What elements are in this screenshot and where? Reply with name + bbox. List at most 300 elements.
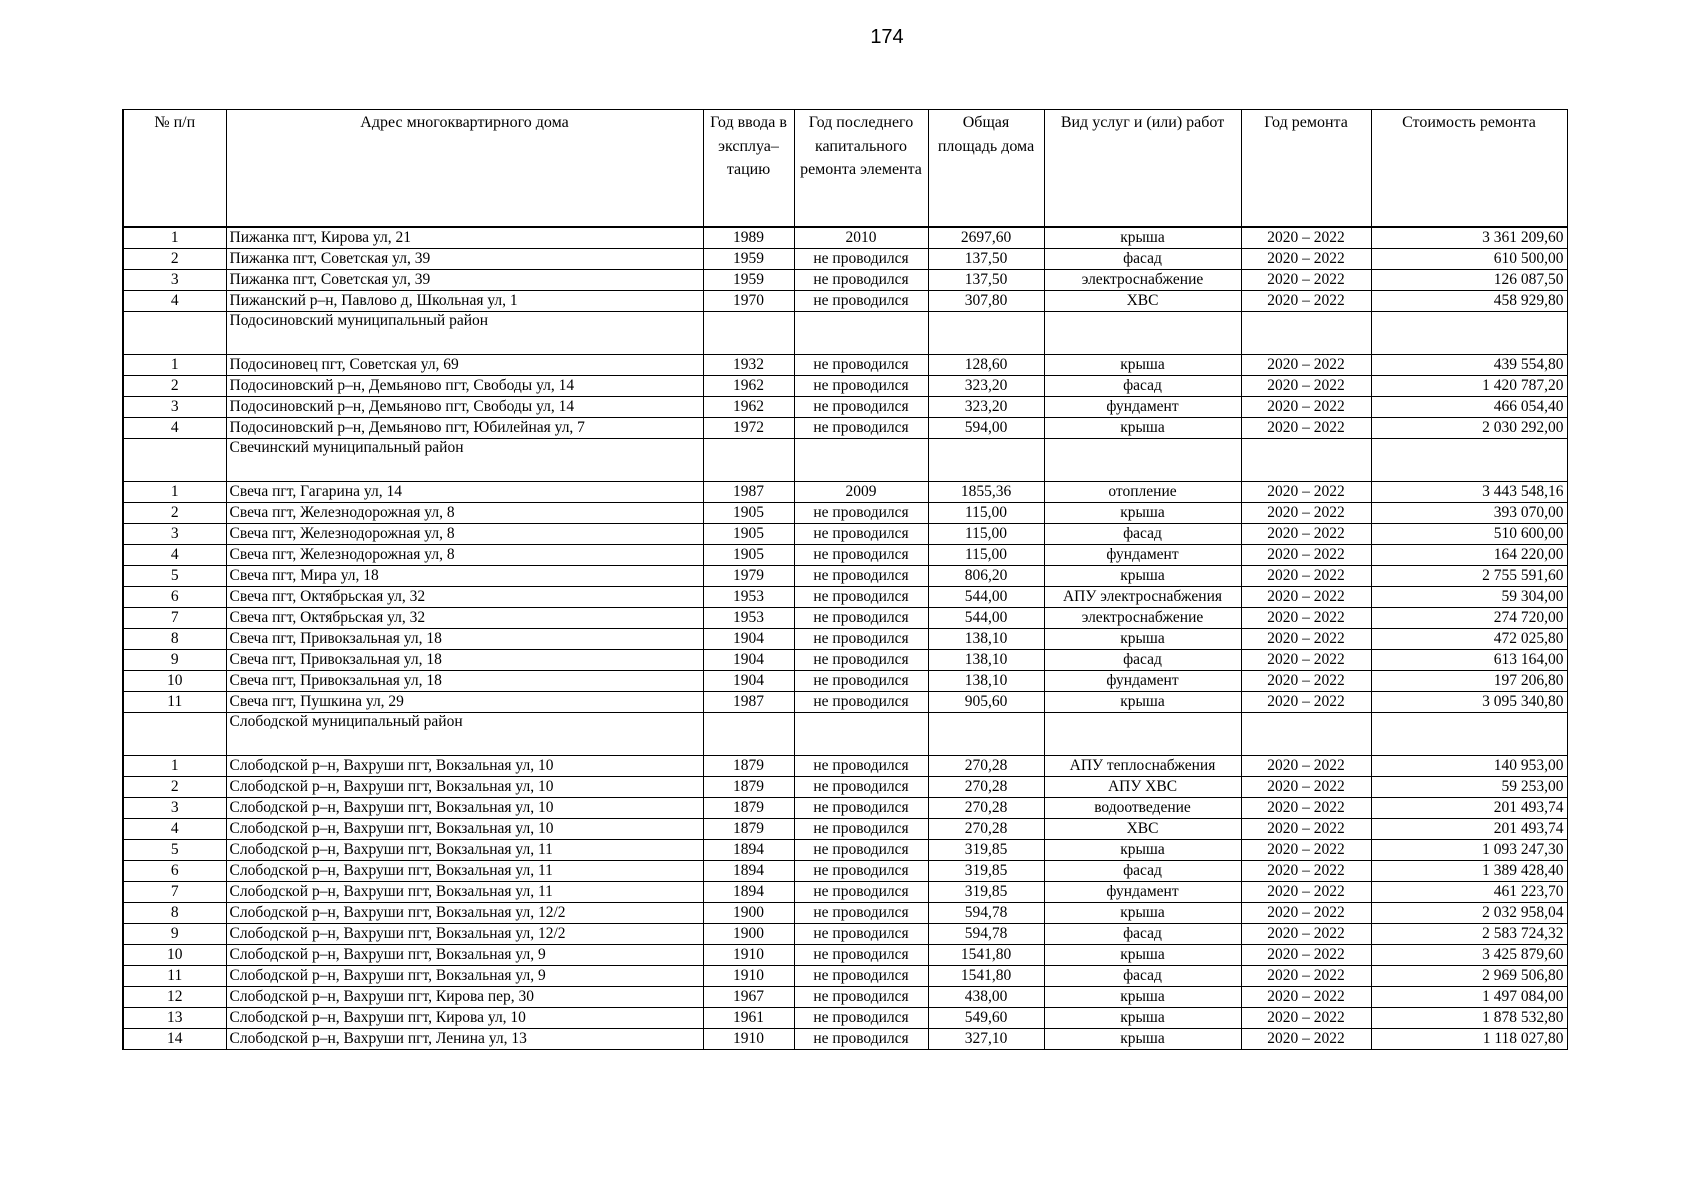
cell-area: 270,28 (928, 777, 1044, 798)
cell-num: 3 (123, 798, 226, 819)
cell-cost: 197 206,80 (1371, 671, 1567, 692)
cell-area: 319,85 (928, 861, 1044, 882)
cell-empty (1371, 713, 1567, 756)
cell-last-repair: не проводился (794, 291, 928, 312)
cell-service: фундамент (1044, 882, 1241, 903)
cell-service: крыша (1044, 903, 1241, 924)
cell-cost: 439 554,80 (1371, 355, 1567, 376)
table-row (123, 376, 1567, 397)
cell-service: фасад (1044, 524, 1241, 545)
cell-area: 138,10 (928, 629, 1044, 650)
cell-year-built: 1894 (703, 882, 794, 903)
cell-repair-year: 2020 – 2022 (1241, 397, 1371, 418)
cell-area: 1541,80 (928, 945, 1044, 966)
section-title: Свечинский муниципальный район (226, 439, 703, 482)
cell-year-built: 1953 (703, 587, 794, 608)
cell-repair-year: 2020 – 2022 (1241, 903, 1371, 924)
cell-last-repair: 2009 (794, 482, 928, 503)
cell-service: крыша (1044, 945, 1241, 966)
cell-num: 3 (123, 397, 226, 418)
cell-address: Свеча пгт, Октябрьская ул, 32 (226, 608, 703, 629)
header-cost: Стоимость ремонта (1371, 110, 1567, 228)
table-row (123, 692, 1567, 713)
cell-cost: 613 164,00 (1371, 650, 1567, 671)
cell-area: 549,60 (928, 1008, 1044, 1029)
cell-area: 544,00 (928, 587, 1044, 608)
cell-num: 8 (123, 629, 226, 650)
cell-num: 3 (123, 270, 226, 291)
header-area: Общая площадь дома (928, 110, 1044, 228)
cell-cost: 126 087,50 (1371, 270, 1567, 291)
cell-num: 2 (123, 503, 226, 524)
table-row (123, 966, 1567, 987)
cell-empty (1371, 312, 1567, 355)
cell-area: 115,00 (928, 503, 1044, 524)
table-row (123, 945, 1567, 966)
cell-area: 327,10 (928, 1029, 1044, 1050)
cell-year-built: 1905 (703, 524, 794, 545)
cell-repair-year: 2020 – 2022 (1241, 1008, 1371, 1029)
cell-year-built: 1959 (703, 249, 794, 270)
cell-empty (703, 713, 794, 756)
cell-repair-year: 2020 – 2022 (1241, 355, 1371, 376)
cell-num (123, 439, 226, 482)
cell-service: крыша (1044, 566, 1241, 587)
cell-service: АПУ теплоснабжения (1044, 756, 1241, 777)
cell-last-repair: не проводился (794, 987, 928, 1008)
cell-year-built: 1900 (703, 924, 794, 945)
cell-year-built: 1961 (703, 1008, 794, 1029)
cell-year-built: 1894 (703, 840, 794, 861)
cell-address: Свеча пгт, Пушкина ул, 29 (226, 692, 703, 713)
cell-address: Пижанский р–н, Павлово д, Школьная ул, 1 (226, 291, 703, 312)
cell-last-repair: не проводился (794, 882, 928, 903)
cell-area: 544,00 (928, 608, 1044, 629)
cell-last-repair: не проводился (794, 249, 928, 270)
cell-address: Свеча пгт, Железнодорожная ул, 8 (226, 524, 703, 545)
cell-area: 594,78 (928, 903, 1044, 924)
cell-cost: 458 929,80 (1371, 291, 1567, 312)
cell-num: 12 (123, 987, 226, 1008)
header-num: № п/п (123, 110, 226, 228)
table-row (123, 650, 1567, 671)
cell-year-built: 1904 (703, 671, 794, 692)
cell-year-built: 1910 (703, 1029, 794, 1050)
cell-num: 1 (123, 482, 226, 503)
cell-repair-year: 2020 – 2022 (1241, 587, 1371, 608)
cell-area: 138,10 (928, 650, 1044, 671)
cell-repair-year: 2020 – 2022 (1241, 861, 1371, 882)
cell-last-repair: не проводился (794, 545, 928, 566)
cell-year-built: 1987 (703, 482, 794, 503)
table-row (123, 798, 1567, 819)
cell-area: 438,00 (928, 987, 1044, 1008)
cell-last-repair: не проводился (794, 756, 928, 777)
cell-address: Слободской р–н, Вахруши пгт, Вокзальная ул, 11 (226, 882, 703, 903)
cell-repair-year: 2020 – 2022 (1241, 692, 1371, 713)
cell-area: 115,00 (928, 545, 1044, 566)
table-row (123, 566, 1567, 587)
cell-service: крыша (1044, 987, 1241, 1008)
table-row (123, 524, 1567, 545)
cell-cost: 201 493,74 (1371, 798, 1567, 819)
cell-repair-year: 2020 – 2022 (1241, 798, 1371, 819)
table-row (123, 249, 1567, 270)
cell-area: 594,00 (928, 418, 1044, 439)
cell-address: Слободской р–н, Вахруши пгт, Ленина ул, 13 (226, 1029, 703, 1050)
cell-year-built: 1879 (703, 777, 794, 798)
cell-service: фасад (1044, 966, 1241, 987)
cell-num: 2 (123, 376, 226, 397)
header-year-built: Год ввода в эксплуа– тацию (703, 110, 794, 228)
cell-address: Свеча пгт, Привокзальная ул, 18 (226, 671, 703, 692)
cell-repair-year: 2020 – 2022 (1241, 650, 1371, 671)
cell-cost: 2 030 292,00 (1371, 418, 1567, 439)
cell-address: Слободской р–н, Вахруши пгт, Вокзальная ул, 10 (226, 798, 703, 819)
cell-area: 594,78 (928, 924, 1044, 945)
cell-empty (1044, 312, 1241, 355)
cell-service: крыша (1044, 629, 1241, 650)
cell-address: Подосиновец пгт, Советская ул, 69 (226, 355, 703, 376)
cell-service: крыша (1044, 418, 1241, 439)
cell-area: 137,50 (928, 249, 1044, 270)
cell-year-built: 1970 (703, 291, 794, 312)
cell-cost: 3 095 340,80 (1371, 692, 1567, 713)
cell-cost: 59 253,00 (1371, 777, 1567, 798)
cell-num: 7 (123, 882, 226, 903)
cell-area: 1541,80 (928, 966, 1044, 987)
cell-service: фасад (1044, 650, 1241, 671)
table-header (123, 110, 1567, 228)
cell-empty (1241, 312, 1371, 355)
cell-area: 905,60 (928, 692, 1044, 713)
table-row (123, 1029, 1567, 1050)
cell-repair-year: 2020 – 2022 (1241, 608, 1371, 629)
cell-year-built: 1989 (703, 227, 794, 249)
cell-year-built: 1879 (703, 798, 794, 819)
cell-num: 11 (123, 692, 226, 713)
cell-repair-year: 2020 – 2022 (1241, 291, 1371, 312)
cell-repair-year: 2020 – 2022 (1241, 777, 1371, 798)
cell-repair-year: 2020 – 2022 (1241, 819, 1371, 840)
cell-year-built: 1979 (703, 566, 794, 587)
table-row (123, 587, 1567, 608)
cell-repair-year: 2020 – 2022 (1241, 249, 1371, 270)
cell-num: 5 (123, 840, 226, 861)
cell-year-built: 1953 (703, 608, 794, 629)
cell-num: 4 (123, 545, 226, 566)
cell-repair-year: 2020 – 2022 (1241, 376, 1371, 397)
cell-area: 323,20 (928, 397, 1044, 418)
table-row (123, 227, 1567, 249)
cell-last-repair: не проводился (794, 1029, 928, 1050)
cell-area: 2697,60 (928, 227, 1044, 249)
cell-service: крыша (1044, 1008, 1241, 1029)
cell-year-built: 1910 (703, 966, 794, 987)
cell-cost: 59 304,00 (1371, 587, 1567, 608)
cell-num: 7 (123, 608, 226, 629)
cell-last-repair: не проводился (794, 924, 928, 945)
cell-cost: 3 361 209,60 (1371, 227, 1567, 249)
cell-repair-year: 2020 – 2022 (1241, 882, 1371, 903)
section-title: Слободской муниципальный район (226, 713, 703, 756)
cell-year-built: 1959 (703, 270, 794, 291)
table-row (123, 397, 1567, 418)
cell-year-built: 1900 (703, 903, 794, 924)
cell-cost: 510 600,00 (1371, 524, 1567, 545)
cell-repair-year: 2020 – 2022 (1241, 270, 1371, 291)
cell-address: Свеча пгт, Железнодорожная ул, 8 (226, 545, 703, 566)
cell-address: Слободской р–н, Вахруши пгт, Кирова ул, 10 (226, 1008, 703, 1029)
cell-service: фундамент (1044, 397, 1241, 418)
cell-year-built: 1904 (703, 629, 794, 650)
cell-year-built: 1904 (703, 650, 794, 671)
table-row (123, 840, 1567, 861)
cell-service: водоотведение (1044, 798, 1241, 819)
cell-address: Слободской р–н, Вахруши пгт, Вокзальная ул, 10 (226, 777, 703, 798)
cell-num: 1 (123, 227, 226, 249)
cell-cost: 3 443 548,16 (1371, 482, 1567, 503)
cell-year-built: 1879 (703, 819, 794, 840)
cell-last-repair: не проводился (794, 671, 928, 692)
cell-num: 10 (123, 671, 226, 692)
cell-last-repair: не проводился (794, 966, 928, 987)
cell-repair-year: 2020 – 2022 (1241, 987, 1371, 1008)
cell-address: Подосиновский р–н, Демьяново пгт, Свободы ул, 14 (226, 397, 703, 418)
table-row (123, 819, 1567, 840)
cell-cost: 461 223,70 (1371, 882, 1567, 903)
cell-area: 319,85 (928, 882, 1044, 903)
cell-service: фасад (1044, 249, 1241, 270)
cell-last-repair: не проводился (794, 608, 928, 629)
cell-service: фасад (1044, 924, 1241, 945)
page-number: 174 (870, 26, 904, 48)
cell-address: Слободской р–н, Вахруши пгт, Кирова пер, 30 (226, 987, 703, 1008)
cell-last-repair: не проводился (794, 798, 928, 819)
table-row (123, 987, 1567, 1008)
cell-num: 1 (123, 355, 226, 376)
table-row (123, 777, 1567, 798)
cell-cost: 2 969 506,80 (1371, 966, 1567, 987)
cell-service: фасад (1044, 376, 1241, 397)
cell-repair-year: 2020 – 2022 (1241, 924, 1371, 945)
cell-num: 2 (123, 777, 226, 798)
cell-last-repair: не проводился (794, 903, 928, 924)
cell-cost: 2 755 591,60 (1371, 566, 1567, 587)
cell-num: 1 (123, 756, 226, 777)
cell-area: 319,85 (928, 840, 1044, 861)
cell-last-repair: не проводился (794, 650, 928, 671)
table-row (123, 503, 1567, 524)
cell-cost: 1 420 787,20 (1371, 376, 1567, 397)
cell-repair-year: 2020 – 2022 (1241, 503, 1371, 524)
cell-year-built: 1962 (703, 397, 794, 418)
cell-num: 4 (123, 418, 226, 439)
cell-empty (928, 713, 1044, 756)
cell-area: 270,28 (928, 756, 1044, 777)
cell-address: Слободской р–н, Вахруши пгт, Вокзальная ул, 10 (226, 756, 703, 777)
cell-cost: 1 093 247,30 (1371, 840, 1567, 861)
cell-num: 5 (123, 566, 226, 587)
cell-service: фундамент (1044, 545, 1241, 566)
cell-num: 4 (123, 819, 226, 840)
section-title: Подосиновский муниципальный район (226, 312, 703, 355)
table-row (123, 924, 1567, 945)
cell-cost: 1 497 084,00 (1371, 987, 1567, 1008)
cell-last-repair: не проводился (794, 945, 928, 966)
cell-cost: 274 720,00 (1371, 608, 1567, 629)
cell-empty (794, 439, 928, 482)
repair-table (122, 109, 1568, 1050)
cell-year-built: 1972 (703, 418, 794, 439)
cell-num: 8 (123, 903, 226, 924)
cell-address: Пижанка пгт, Кирова ул, 21 (226, 227, 703, 249)
cell-last-repair: не проводился (794, 503, 928, 524)
cell-empty (1241, 713, 1371, 756)
table-row (123, 756, 1567, 777)
cell-cost: 466 054,40 (1371, 397, 1567, 418)
cell-service: крыша (1044, 1029, 1241, 1050)
cell-num: 14 (123, 1029, 226, 1050)
header-repair-year: Год ремонта (1241, 110, 1371, 228)
cell-year-built: 1905 (703, 503, 794, 524)
cell-empty (1371, 439, 1567, 482)
cell-area: 270,28 (928, 819, 1044, 840)
cell-cost: 1 389 428,40 (1371, 861, 1567, 882)
cell-service: ХВС (1044, 291, 1241, 312)
cell-last-repair: не проводился (794, 629, 928, 650)
cell-last-repair: не проводился (794, 376, 928, 397)
cell-address: Слободской р–н, Вахруши пгт, Вокзальная ул, 11 (226, 840, 703, 861)
table-row (123, 270, 1567, 291)
cell-address: Свеча пгт, Привокзальная ул, 18 (226, 650, 703, 671)
cell-last-repair: не проводился (794, 777, 928, 798)
cell-empty (928, 439, 1044, 482)
cell-repair-year: 2020 – 2022 (1241, 945, 1371, 966)
cell-area: 307,80 (928, 291, 1044, 312)
cell-cost: 201 493,74 (1371, 819, 1567, 840)
table-row (123, 903, 1567, 924)
table-row (123, 671, 1567, 692)
cell-address: Свеча пгт, Железнодорожная ул, 8 (226, 503, 703, 524)
cell-cost: 610 500,00 (1371, 249, 1567, 270)
cell-num: 9 (123, 650, 226, 671)
cell-last-repair: не проводился (794, 566, 928, 587)
cell-service: крыша (1044, 355, 1241, 376)
cell-service: крыша (1044, 840, 1241, 861)
cell-num: 11 (123, 966, 226, 987)
cell-service: крыша (1044, 692, 1241, 713)
table-row (123, 418, 1567, 439)
cell-area: 138,10 (928, 671, 1044, 692)
table-row (123, 861, 1567, 882)
cell-address: Свеча пгт, Привокзальная ул, 18 (226, 629, 703, 650)
table-row (123, 1008, 1567, 1029)
cell-area: 806,20 (928, 566, 1044, 587)
cell-empty (1044, 439, 1241, 482)
cell-service: фасад (1044, 861, 1241, 882)
cell-year-built: 1905 (703, 545, 794, 566)
section-row (123, 713, 1567, 756)
cell-empty (703, 312, 794, 355)
cell-area: 1855,36 (928, 482, 1044, 503)
cell-empty (703, 439, 794, 482)
cell-address: Слободской р–н, Вахруши пгт, Вокзальная ул, 9 (226, 945, 703, 966)
cell-repair-year: 2020 – 2022 (1241, 1029, 1371, 1050)
cell-last-repair: не проводился (794, 397, 928, 418)
cell-address: Слободской р–н, Вахруши пгт, Вокзальная ул, 12/2 (226, 924, 703, 945)
cell-address: Слободской р–н, Вахруши пгт, Вокзальная ул, 11 (226, 861, 703, 882)
cell-service: электроснабжение (1044, 608, 1241, 629)
cell-empty (928, 312, 1044, 355)
cell-last-repair: не проводился (794, 524, 928, 545)
cell-year-built: 1962 (703, 376, 794, 397)
cell-service: АПУ электроснабжения (1044, 587, 1241, 608)
table-body (123, 227, 1567, 1050)
cell-year-built: 1987 (703, 692, 794, 713)
cell-cost: 164 220,00 (1371, 545, 1567, 566)
cell-last-repair: не проводился (794, 587, 928, 608)
cell-repair-year: 2020 – 2022 (1241, 545, 1371, 566)
cell-last-repair: не проводился (794, 418, 928, 439)
cell-service: АПУ ХВС (1044, 777, 1241, 798)
cell-last-repair: не проводился (794, 861, 928, 882)
cell-empty (1044, 713, 1241, 756)
cell-num: 3 (123, 524, 226, 545)
cell-repair-year: 2020 – 2022 (1241, 227, 1371, 249)
cell-service: отопление (1044, 482, 1241, 503)
cell-area: 323,20 (928, 376, 1044, 397)
cell-repair-year: 2020 – 2022 (1241, 966, 1371, 987)
cell-cost: 1 118 027,80 (1371, 1029, 1567, 1050)
cell-year-built: 1967 (703, 987, 794, 1008)
table-row (123, 608, 1567, 629)
cell-cost: 472 025,80 (1371, 629, 1567, 650)
cell-cost: 140 953,00 (1371, 756, 1567, 777)
cell-repair-year: 2020 – 2022 (1241, 418, 1371, 439)
cell-service: электроснабжение (1044, 270, 1241, 291)
cell-num: 13 (123, 1008, 226, 1029)
cell-address: Подосиновский р–н, Демьяново пгт, Юбилейная ул, 7 (226, 418, 703, 439)
cell-repair-year: 2020 – 2022 (1241, 482, 1371, 503)
cell-cost: 393 070,00 (1371, 503, 1567, 524)
cell-num (123, 312, 226, 355)
cell-last-repair: не проводился (794, 840, 928, 861)
table-row (123, 629, 1567, 650)
cell-repair-year: 2020 – 2022 (1241, 840, 1371, 861)
cell-num (123, 713, 226, 756)
cell-address: Свеча пгт, Октябрьская ул, 32 (226, 587, 703, 608)
table-row (123, 355, 1567, 376)
cell-last-repair: не проводился (794, 819, 928, 840)
cell-area: 115,00 (928, 524, 1044, 545)
cell-address: Слободской р–н, Вахруши пгт, Вокзальная ул, 10 (226, 819, 703, 840)
cell-address: Подосиновский р–н, Демьяново пгт, Свободы ул, 14 (226, 376, 703, 397)
cell-address: Свеча пгт, Гагарина ул, 14 (226, 482, 703, 503)
table-row (123, 291, 1567, 312)
cell-repair-year: 2020 – 2022 (1241, 671, 1371, 692)
header-address: Адрес многоквартирного дома (226, 110, 703, 228)
cell-repair-year: 2020 – 2022 (1241, 756, 1371, 777)
cell-num: 9 (123, 924, 226, 945)
cell-address: Пижанка пгт, Советская ул, 39 (226, 249, 703, 270)
cell-num: 10 (123, 945, 226, 966)
cell-service: крыша (1044, 503, 1241, 524)
cell-last-repair: не проводился (794, 1008, 928, 1029)
cell-empty (794, 713, 928, 756)
cell-empty (1241, 439, 1371, 482)
section-row (123, 312, 1567, 355)
